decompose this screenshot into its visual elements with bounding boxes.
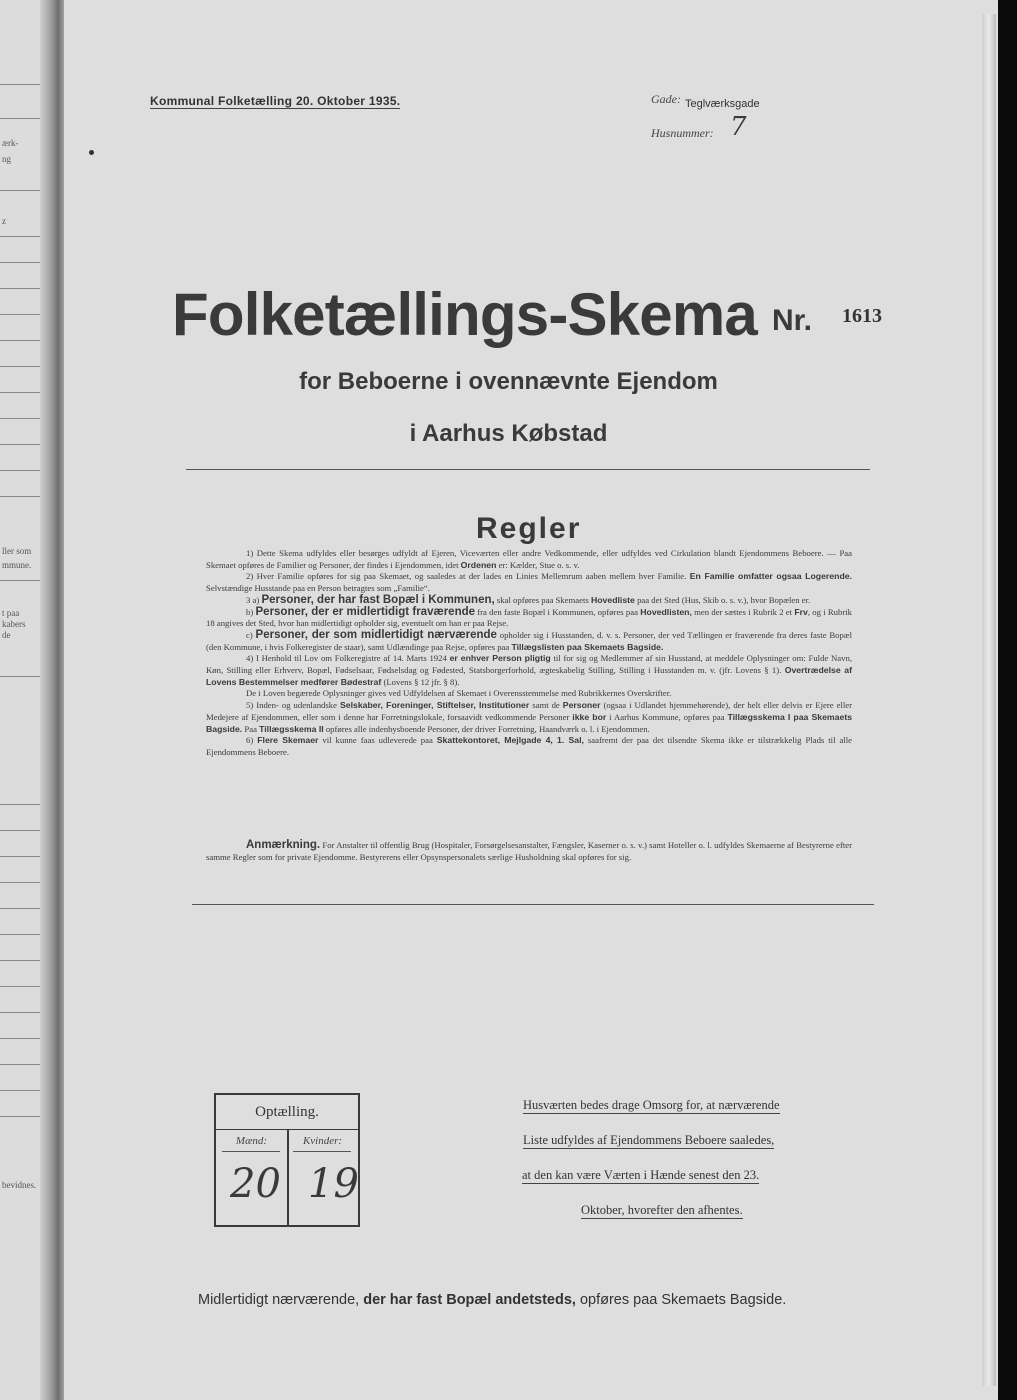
census-header-line: Kommunal Folketælling 20. Oktober 1935.	[150, 94, 401, 108]
tally-box	[214, 1093, 360, 1227]
margin-fragment: z	[2, 216, 6, 226]
margin-fragment: de	[2, 630, 11, 640]
margin-fragment: t paa	[2, 608, 20, 618]
notice-line-4: Oktober, hvorefter den afhentes.	[581, 1203, 743, 1217]
house-number-value: 7	[730, 112, 747, 142]
form-subtitle: for Beboerne i ovennævnte Ejendom	[299, 368, 718, 395]
notice-line-3: at den kan være Værten i Hænde senest den 23.	[522, 1168, 760, 1182]
rule-2: 2) Hver Familie opføres for sig paa Skemaet, og saaledes at der lades en Linies Mellemrum aaben mellem hver Familie. En Familie omfatter ogsaa Logerende. Selvstændige Husstande paa en Person betragtes som „Familie“.	[206, 571, 852, 594]
footer-note: Midlertidigt nærværende, der har fast Bopæl andetsteds, opføres paa Skemaets Bagside.	[198, 1292, 787, 1308]
form-subtitle-city: i Aarhus Købstad	[409, 420, 608, 447]
rules-heading: Regler	[476, 512, 582, 545]
women-count: 19	[308, 1161, 359, 1207]
margin-fragment: ller som	[2, 546, 32, 556]
rule-1: 1) Dette Skema udfyldes eller besørges udfyldt af Ejeren, Viceværten eller andre Vedkommende, eller udfyldes ved Cirkulation blandt Ejendommens Beboere. — Paa Skemaet opføres de Familier og Personer, der findes i Ejendommen, idet Ordenen er: Kælder, Stue o. s. v.	[206, 548, 852, 570]
rules-text	[206, 548, 852, 759]
rule-3b: b) Personer, der er midlertidigt fraværende fra den faste Bopæl i Kommunen, opføres paa Hovedlisten, men der sættes i Rubrik 2 et Frv, og i Rubrik 18 angives det Sted, hvor han midlertidigt opholder sig, eventuelt om han er paa Rejse.	[206, 605, 853, 629]
notice-line-1: Husværten bedes drage Omsorg for, at nærværende	[523, 1098, 780, 1112]
street-label: Gade:	[651, 92, 681, 106]
margin-fragment: ng	[2, 154, 11, 164]
men-count: 20	[230, 1161, 281, 1207]
divider	[192, 904, 874, 905]
page-edge	[982, 14, 996, 1386]
rule-4-extra: De i Loven begærede Oplysninger gives ved Udfyldelsen af Skemaet i Overensstemmelse med Rubrikkernes Overskrifter.	[246, 688, 672, 699]
rule-3c: c) Personer, der som midlertidigt nærværende opholder sig i Husstanden, d. v. s. Personer, der ved Tællingen er fraværende fra deres faste Bopæl (den Kommune, i hvis Folkeregister de staar), samt Udlændinge paa Rejse, opføres paa Tillægslisten paa Skemaets Bagside.	[206, 628, 853, 652]
tally-title: Optælling.	[216, 1095, 358, 1130]
margin-fragment: mmune.	[2, 560, 32, 570]
remark-label: Anmærkning.	[246, 839, 321, 851]
form-number-label: Nr.	[772, 304, 813, 337]
rule-6: 6) Flere Skemaer vil kunne faas udleverede paa Skattekontoret, Mejlgade 4, 1. Sal, saafremt der paa det tilsendte Skema ikke er tilstrækkelig Plads til alle Ejendommens Beboere.	[206, 735, 853, 757]
margin-fragment: ærk-	[2, 138, 19, 148]
form-number-value: 1613	[842, 305, 882, 327]
remark-text: Anmærkning. For Anstalter til offentlig Brug (Hospitaler, Forsørgelsesanstalter, Fængsler, Kaserner o. s. v.) samt Hoteller o. l. udfyldes Skemaerne af Bestyrerne efter samme Regler som for private Ejendomme. Bestyrerens eller Opsynspersonalets særlige Husholdning skal opføres for sig.	[206, 839, 852, 862]
rule-5: 5) Inden- og udenlandske Selskaber, Foreninger, Stiftelser, Institutioner samt de Personer (ogsaa i Udlandet hjemmehørende), der helt eller delvis er Ejere eller Medejere af Ejendommen, eller som i denne har Forretningslokale, forsaavidt vedkommende Personer ikke bor i Aarhus Kommune, opføres paa Tillægsskema I paa Skemaets Bagside. Paa Tillægsskema II opføres alle indenbysboende Personer, der driver Forretning, Haandværk o. l. i Ejendommen.	[206, 700, 853, 734]
rule-3a: 3 a) Personer, der har fast Bopæl i Kommunen, skal opføres paa Skemaets Hovedliste paa det Sted (Hus, Skib o. s. v.), hvor Bopælen er.	[246, 593, 811, 606]
book-spine	[40, 0, 66, 1400]
house-number-label: Husnummer:	[651, 126, 714, 140]
divider	[186, 469, 870, 470]
ink-dot	[89, 150, 94, 155]
margin-fragment: kabers	[2, 619, 26, 629]
margin-fragment: bevidnes.	[2, 1180, 37, 1190]
women-label: Kvinder:	[302, 1135, 343, 1147]
street-value: Teglværksgade	[685, 98, 760, 110]
notice-line-2: Liste udfyldes af Ejendommens Beboere saaledes,	[523, 1133, 775, 1147]
form-title: Folketællings-Skema	[172, 281, 757, 348]
rule-4: 4) I Henhold til Lov om Folkeregistre af 14. Marts 1924 er enhver Person pligtig til for sig og Medlemmer af sin Husstand, at meddele Oplysninger om: Fulde Navn, Køn, Stilling eller Erhverv, Bopæl, Fødselsaar, Fødselsdag og Fødested, Statsborgerforhold, ægteskabelig Stilling, Stilling i Husstanden m. v. (jfr. Lovens § 1). Overtrædelse af Lovens Bestemmelser medfører Bødestraf (Lovens § 12 jfr. § 8).	[206, 653, 853, 687]
men-label: Mænd:	[235, 1135, 268, 1147]
